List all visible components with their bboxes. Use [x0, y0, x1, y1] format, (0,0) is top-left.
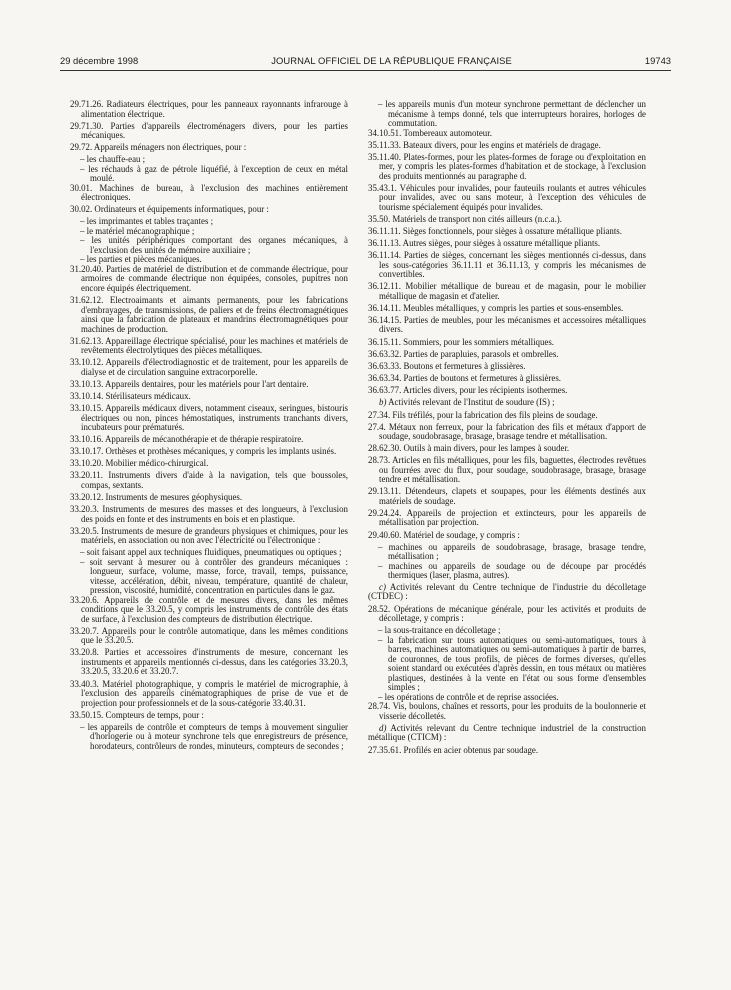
nomenclature-entry: [70, 296, 348, 334]
nomenclature-entry: [70, 143, 348, 153]
entry-text: 36.11.14. Parties de sièges, concernant les sièges mentionnés ci-dessus, dans les sous-catégories 36.11.11 et 36.11.13, y compris les mécanismes de convertibles.: [368, 250, 646, 280]
sub-item: – soit faisant appel aux techniques fluidiques, pneumatiques ou optiques ;: [70, 548, 348, 558]
entry-text: 36.14.15. Parties de meubles, pour les mécanismes et accessoires métalliques divers.: [368, 314, 646, 335]
entry-text: 33.20.5. Instruments de mesure de grandeurs physiques et chimiques, pour les matériels, en association ou non avec l'électricité ou l'électronique :: [70, 525, 348, 546]
nomenclature-entry: [70, 527, 348, 546]
nomenclature-entry: [70, 435, 348, 445]
entry-text: 31.62.13. Appareillage électrique spécialisé, pour les machines et matériels de revêtements électrolytiques des pièces métalliques.: [70, 335, 348, 356]
nomenclature-entry: [70, 711, 348, 721]
nomenclature-entry: [368, 251, 646, 280]
nomenclature-entry: [368, 362, 646, 372]
entry-text: 33.20.12. Instruments de mesures géophysiques.: [70, 492, 243, 502]
entry-text: 33.10.15. Appareils médicaux divers, notamment ciseaux, seringues, bistouris électriques ou non, pinces hémostatiques, instruments tranchants divers, incubateurs pour prématurés.: [70, 403, 348, 433]
entry-text: 33.10.16. Appareils de mécanothérapie et de thérapie respiratoire.: [70, 434, 304, 445]
section-heading: [368, 724, 646, 743]
nomenclature-entry: [368, 487, 646, 506]
nomenclature-entry: [368, 423, 646, 442]
nomenclature-entry: [70, 680, 348, 709]
entry-text: 36.15.11. Sommiers, pour les sommiers métalliques.: [368, 336, 555, 347]
entry-text: 36.11.11. Sièges fonctionnels, pour sièges à ossature métallique pliants.: [368, 225, 622, 236]
sub-item: – les chauffe-eau ;: [70, 155, 348, 165]
entry-text: 27.4. Métaux non ferreux, pour la fabrication des fils et métaux d'apport de soudage, soudobrasage, brasage, brasage tendre et métallisation.: [368, 421, 646, 442]
nomenclature-entry: [70, 122, 348, 141]
entry-text: 31.20.40. Parties de matériel de distribution et de commande électrique, pour armoires de commande électrique non équipées, consoles, pupitres non encore équipés électriquement.: [70, 263, 348, 293]
nomenclature-entry: [70, 205, 348, 215]
nomenclature-entry: [368, 746, 646, 756]
entry-text: 33.10.20. Mobilier médico-chirurgical.: [70, 458, 209, 469]
nomenclature-entry: [70, 100, 348, 119]
entry-text: 34.10.51. Tombereaux automoteur.: [368, 127, 492, 138]
entry-text: 28.73. Articles en fils métalliques, pour les fils, baguettes, électrodes revêtues ou fourrées avec du flux, pour soudage, soudobrasage, brasage, brasage tendre et métallisation.: [368, 455, 646, 485]
entry-text: 29.71.30. Parties d'appareils électroménagers divers, pour les parties mécaniques.: [70, 120, 348, 141]
right-column: [368, 100, 646, 758]
entry-text: 36.11.13. Autres sièges, pour sièges à ossature métallique pliants.: [368, 238, 601, 249]
nomenclature-entry: [368, 605, 646, 624]
nomenclature-entry: [368, 386, 646, 396]
nomenclature-entry: [70, 447, 348, 457]
sub-item: – le matériel mécanographique ;: [70, 227, 348, 237]
entry-text: 33.20.11. Instruments divers d'aide à la navigation, tels que boussoles, compas, sextants.: [70, 470, 348, 490]
sub-item: – les appareils munis d'un moteur synchrone permettant de déclencher un mécanisme à temps donné, tels que interrupteurs horaires, horloges de commutation.: [368, 100, 646, 129]
nomenclature-entry: [70, 648, 348, 677]
sub-item: – les parties et pièces mécaniques.: [70, 255, 348, 265]
nomenclature-entry: [70, 596, 348, 625]
nomenclature-entry: [70, 505, 348, 524]
entry-text: 35.43.1. Véhicules pour invalides, pour fauteuils roulants et autres véhicules pour invalides, avec ou sans moteur, à l'exception des véhicules de tourisme spécialement équipés pour invalides.: [368, 182, 646, 212]
entry-text: 36.63.33. Boutons et fermetures à glissières.: [368, 360, 526, 371]
nomenclature-entry: [368, 456, 646, 485]
entry-text: 31.62.12. Electroaimants et aimants permanents, pour les fabrications d'embrayages, de transmissions, de paliers et de freins électromagnétiques ainsi que la fabrication de plateaux et mandrins électromagnétiques pour machines de production.: [70, 295, 348, 334]
entry-text: 36.63.34. Parties de boutons et fermetures à glissières.: [368, 372, 561, 383]
nomenclature-entry: [368, 304, 646, 314]
entry-text: 35.11.33. Bateaux divers, pour les engins et matériels de dragage.: [368, 139, 601, 150]
nomenclature-entry: [368, 215, 646, 225]
entry-text: 33.10.13. Appareils dentaires, pour les matériels pour l'art dentaire.: [70, 378, 309, 389]
nomenclature-entry: [368, 129, 646, 139]
header-rule: [60, 70, 671, 71]
entry-text: 33.50.15. Compteurs de temps, pour :: [70, 709, 204, 720]
entry-text: 33.10.17. Orthèses et prothèses mécaniques, y compris les implants usinés.: [70, 446, 337, 457]
entry-text: 33.10.12. Appareils d'électrodiagnostic et de traitement, pour les appareils de dialyse et de circulation sanguine extracorporelle.: [70, 357, 348, 377]
entry-text: 30.01. Machines de bureau, à l'exclusion des machines entièrement électroniques.: [70, 182, 348, 203]
entry-text: 28.62.30. Outils à main divers, pour les lampes à souder.: [368, 443, 570, 454]
header-date: 29 décembre 1998: [60, 54, 139, 66]
entry-text: 29.13.11. Détendeurs, clapets et soupapes, pour les éléments destinés aux matériels de soudage.: [368, 486, 646, 506]
left-column: [70, 100, 348, 751]
entry-text: 33.10.14. Stérilisateurs médicaux.: [70, 390, 191, 401]
section-text: Activités relevant du Centre technique de l'industrie du décolletage (CTDEC) :: [368, 581, 647, 602]
sub-item: – soit servant à mesurer ou à contrôler des grandeurs mécaniques : longueur, surface, volume, masse, force, travail, temps, puissance, vitesse, accélération, débit, niveau, température, quantité de chaleur, pression, viscosité, humidité, concentration en particules dans le gaz.: [70, 558, 348, 596]
nomenclature-entry: [368, 316, 646, 335]
sub-item: – les opérations de contrôle et de reprise associées.: [368, 693, 646, 703]
nomenclature-entry: [368, 374, 646, 384]
nomenclature-entry: [70, 358, 348, 377]
entry-text: 33.20.8. Parties et accessoires d'instruments de mesure, concernant les instruments et appareils mentionnés ci-dessus, dans les catégories 33.20.3, 33.20.5, 33.20.6 et 33.20.7.: [70, 647, 348, 677]
section-letter: d): [379, 722, 387, 733]
entry-text: 36.63.32. Parties de parapluies, parasols et ombrelles.: [368, 348, 559, 359]
entry-text: 36.12.11. Mobilier métallique de bureau et de magasin, pour le mobilier métallique de magasin et d'atelier.: [368, 281, 646, 301]
nomenclature-entry: [368, 444, 646, 454]
journal-title: JOURNAL OFFICIEL DE LA RÉPUBLIQUE FRANÇAISE: [271, 54, 512, 66]
entry-text: 35.50. Matériels de transport non cités ailleurs (n.c.a.).: [368, 213, 562, 224]
entry-text: 27.34. Fils tréfilés, pour la fabrication des fils pleins de soudage.: [368, 409, 598, 420]
sub-item: – les imprimantes et tables traçantes ;: [70, 217, 348, 227]
entry-text: 29.72. Appareils ménagers non électriques, pour :: [70, 142, 247, 153]
sub-item: – machines ou appareils de soudobrasage, brasage, brasage tendre, métallisation ;: [368, 543, 646, 562]
entry-text: 33.40.3. Matériel photographique, y compris le matériel de micrographie, à l'exclusion des appareils cinématographiques de prise de vue et de projection pour professionnels et de la sous-catégorie 33.40.31.: [70, 678, 348, 708]
nomenclature-entry: [70, 184, 348, 203]
nomenclature-entry: [368, 531, 646, 541]
nomenclature-entry: [368, 184, 646, 213]
entry-text: 36.14.11. Meubles métalliques, y compris les parties et sous-ensembles.: [368, 302, 624, 313]
entry-text: 35.11.40. Plates-formes, pour les plates-formes de forage ou d'exploitation en mer, y compris les plates-formes d'habitation et de stockage, à l'exclusion des produits mentionnés au paragraphe d.: [368, 151, 646, 181]
nomenclature-entry: [70, 493, 348, 503]
sub-item: – la fabrication sur tours automatiques ou semi-automatiques, tours à barres, machines automatiques ou semi-automatiques à partir de barres, de couronnes, de tous profils, de pièces de formes diverses, qu'elles soient standard ou exécutées d'après dessin, en tous métaux ou matières plastiques, destinées à la vente en l'état ou sous forme d'ensembles simples ;: [368, 636, 646, 693]
entry-text: 33.20.6. Appareils de contrôle et de mesures divers, dans les mêmes conditions que le 33.20.5, y compris les instruments de contrôle des états de surface, à l'exclusion des compteurs de distribution électrique.: [70, 594, 348, 624]
nomenclature-entry: [70, 459, 348, 469]
entry-text: 29.40.60. Matériel de soudage, y compris :: [368, 529, 520, 540]
entry-text: 30.02. Ordinateurs et équipements informatiques, pour :: [70, 204, 269, 215]
nomenclature-entry: [70, 627, 348, 646]
nomenclature-entry: [70, 337, 348, 356]
nomenclature-entry: [368, 141, 646, 151]
entry-text: 33.20.7. Appareils pour le contrôle automatique, dans les mêmes conditions que le 33.20.5.: [70, 625, 348, 646]
nomenclature-entry: [368, 239, 646, 249]
entry-text: 28.52. Opérations de mécanique générale, pour les activités et produits de décolletage, y compris :: [368, 603, 646, 624]
section-text: Activités relevant du Centre technique industriel de la construction métallique (CTICM) :: [368, 722, 646, 743]
entry-text: 27.35.61. Profilés en acier obtenus par soudage.: [368, 744, 539, 755]
section-letter: c): [379, 581, 386, 592]
nomenclature-entry: [70, 471, 348, 490]
sub-item: – les appareils de contrôle et compteurs de temps à mouvement singulier d'horlogerie ou à moteur synchrone tels que enregistreurs de présence, horodateurs, contrôleurs de rondes, minuteurs, compteurs de secondes ;: [70, 723, 348, 752]
section-letter: b): [379, 397, 387, 407]
section-heading: [368, 398, 646, 408]
entry-text: 36.63.77. Articles divers, pour les récipients isothermes.: [368, 384, 568, 395]
nomenclature-entry: [368, 411, 646, 421]
nomenclature-entry: [368, 509, 646, 528]
entry-text: 29.71.26. Radiateurs électriques, pour les panneaux rayonnants infrarouge à alimentation électrique.: [70, 99, 348, 119]
section-text: Activités relevant de l'Institut de soudure (IS) ;: [388, 397, 555, 407]
section-heading: [368, 583, 646, 602]
sub-item: – les réchauds à gaz de pétrole liquéfié, à l'exception de ceux en métal moulé.: [70, 165, 348, 184]
page-number: 19743: [644, 54, 671, 66]
nomenclature-entry: [368, 338, 646, 348]
nomenclature-entry: [368, 227, 646, 237]
entry-text: 33.20.3. Instruments de mesures des masses et des longueurs, à l'exclusion des poids en fonte et des instruments en bois et en plastique.: [70, 504, 348, 524]
sub-item: – la sous-traitance en décolletage ;: [368, 626, 646, 636]
nomenclature-entry: [368, 153, 646, 182]
nomenclature-entry: [70, 392, 348, 402]
page-header: [60, 52, 671, 68]
entry-text: 29.24.24. Appareils de projection et extincteurs, pour les appareils de métallisation par projection.: [368, 507, 646, 528]
nomenclature-entry: [70, 265, 348, 294]
nomenclature-entry: [70, 380, 348, 390]
sub-item: – machines ou appareils de soudage ou de découpe par procédés thermiques (laser, plasma, autres).: [368, 562, 646, 581]
nomenclature-entry: [368, 282, 646, 301]
nomenclature-entry: [368, 350, 646, 360]
nomenclature-entry: [70, 404, 348, 433]
nomenclature-entry: [368, 702, 646, 721]
entry-text: 28.74. Vis, boulons, chaînes et ressorts, pour les produits de la boulonnerie et visserie décolletés.: [368, 701, 646, 721]
sub-item: – les unités périphériques comportant des organes mécaniques, à l'exclusion des unités de mémoire auxiliaire ;: [70, 236, 348, 255]
